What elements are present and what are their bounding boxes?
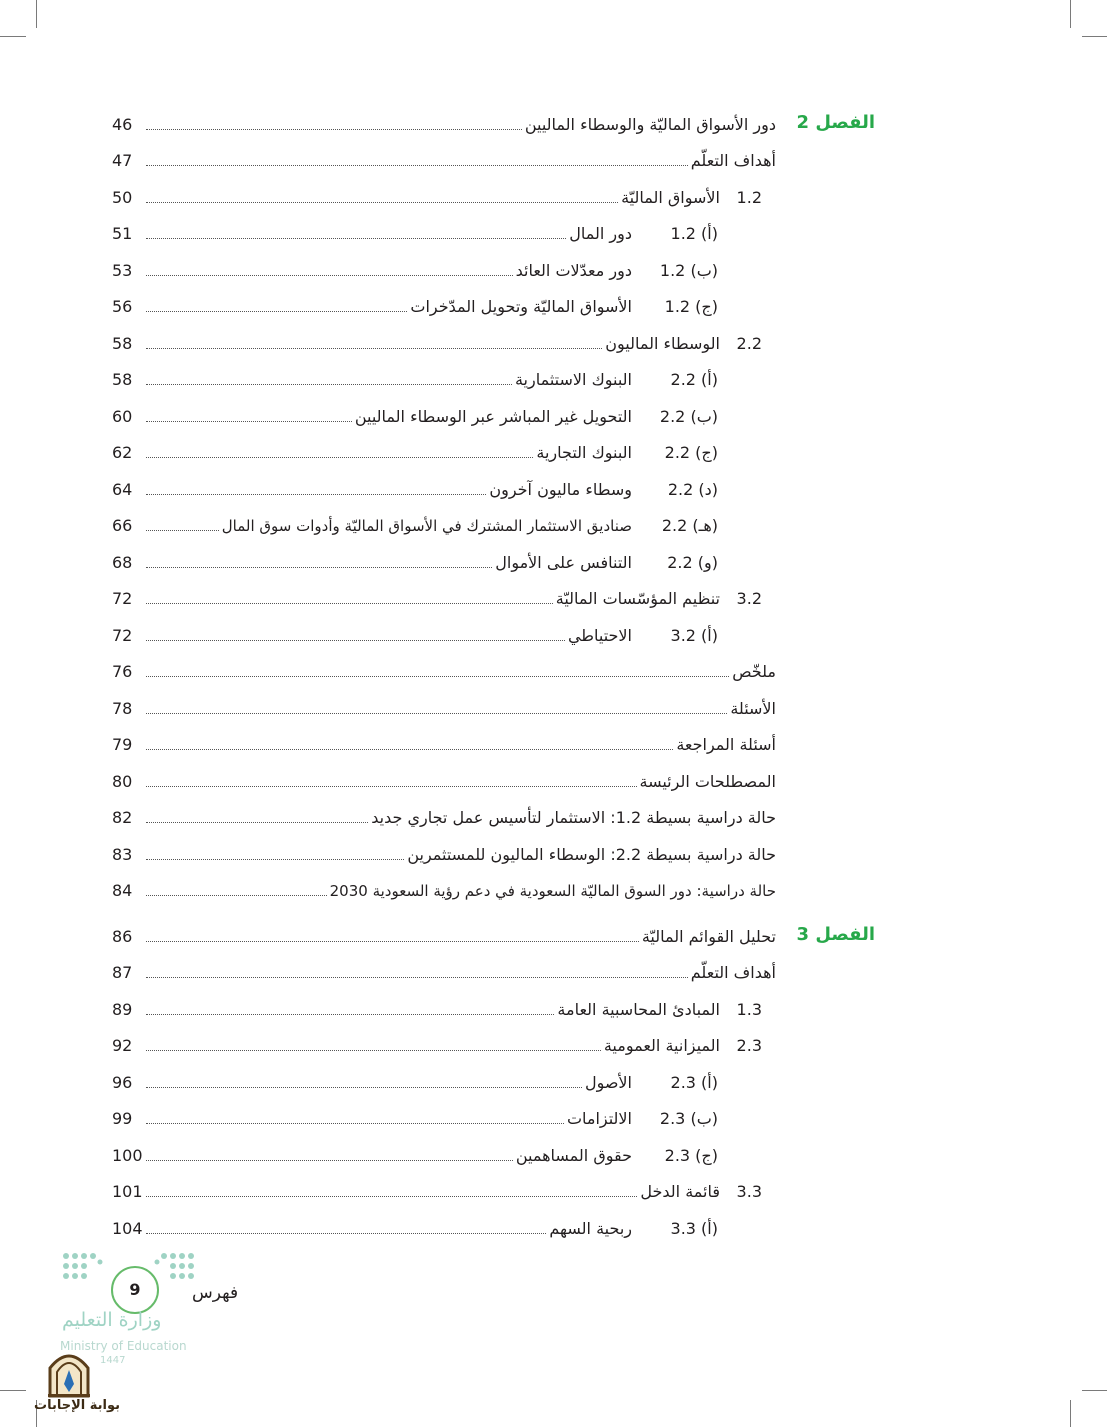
- toc-page: 64: [112, 480, 133, 499]
- toc-title: المصطلحات الرئيسة: [639, 772, 776, 791]
- toc-leader: [146, 165, 688, 166]
- toc-row-ch2-18[interactable]: [112, 730, 776, 756]
- toc-title: دور المال: [569, 224, 632, 243]
- chapter-2-title: الفصل 2: [796, 112, 875, 133]
- toc-row-ch3-8[interactable]: [112, 1177, 762, 1203]
- toc-title: تنظيم المؤسّسات الماليّة: [555, 589, 720, 608]
- toc-page: 78: [112, 699, 133, 718]
- toc-section-number: 3.3 (أ): [670, 1219, 718, 1238]
- toc-page: 96: [112, 1073, 133, 1092]
- toc-row-ch2-13[interactable]: [112, 548, 718, 574]
- toc-row-ch2-15[interactable]: [112, 621, 718, 647]
- toc-row-ch3-2[interactable]: [112, 958, 776, 984]
- crop-mark: [0, 1390, 26, 1391]
- toc-section-number: 3.2: [736, 589, 762, 608]
- toc-leader: [146, 1014, 554, 1015]
- toc-title: أهداف التعلّم: [690, 963, 776, 982]
- toc-page: 84: [112, 881, 133, 900]
- toc-title: الميزانية العمومية: [603, 1036, 720, 1055]
- toc-row-ch2-10[interactable]: [112, 438, 718, 464]
- toc-section-number: 2.2 (ب): [659, 407, 718, 426]
- toc-title: الاحتياطي: [567, 626, 632, 645]
- ministry-name-english: Ministry of Education: [60, 1339, 187, 1353]
- toc-page: 58: [112, 370, 133, 389]
- toc-leader: [146, 1196, 637, 1197]
- toc-title: حالة دراسية بسيطة 2.2: الوسطاء الماليون للمستثمرين: [407, 845, 776, 864]
- toc-row-ch2-9[interactable]: [112, 402, 718, 428]
- toc-title: أهداف التعلّم: [690, 151, 776, 170]
- toc-title: حالة دراسية بسيطة 1.2: الاستثمار لتأسيس عمل تجاري جديد: [371, 808, 776, 827]
- chapter-3-title: الفصل 3: [796, 924, 875, 945]
- toc-page: 62: [112, 443, 133, 462]
- toc-title: المبادئ المحاسبية العامة: [557, 1000, 720, 1019]
- toc-leader: [146, 676, 729, 677]
- toc-page: 89: [112, 1000, 133, 1019]
- toc-leader: [146, 202, 618, 203]
- toc-row-ch2-3[interactable]: [112, 183, 762, 209]
- toc-title: تحليل القوائم الماليّة: [641, 927, 776, 946]
- toc-title: الأصول: [584, 1073, 632, 1092]
- toc-section-number: 1.2 (ب): [659, 261, 718, 280]
- toc-title: الأسواق الماليّة وتحويل المدّخرات: [410, 297, 632, 316]
- toc-row-ch2-20[interactable]: [112, 803, 776, 829]
- toc-page: 80: [112, 772, 133, 791]
- toc-page: 51: [112, 224, 133, 243]
- toc-row-ch2-4[interactable]: [112, 219, 718, 245]
- toc-section-number: 2.2: [736, 334, 762, 353]
- toc-leader: [146, 640, 565, 641]
- toc-leader: [146, 494, 486, 495]
- toc-title: وسطاء ماليون آخرون: [489, 480, 632, 499]
- toc-section-number: 1.3: [736, 1000, 762, 1019]
- toc-row-ch2-12[interactable]: [112, 511, 718, 537]
- toc-row-ch2-21[interactable]: [112, 840, 776, 866]
- toc-title: البنوك التجارية: [536, 443, 632, 462]
- crop-mark: [1070, 0, 1071, 28]
- toc-leader: [146, 1160, 513, 1161]
- toc-section-number: 2.3: [736, 1036, 762, 1055]
- crop-mark: [0, 36, 26, 37]
- toc-section-number: 1.2 (ج): [664, 297, 718, 316]
- toc-leader: [146, 238, 566, 239]
- toc-row-ch3-6[interactable]: [112, 1104, 718, 1130]
- toc-leader: [146, 457, 533, 458]
- toc-row-ch2-1[interactable]: [112, 110, 776, 136]
- answers-gateway-label: بوابة الإجابات: [34, 1398, 120, 1413]
- toc-section-number: 2.2 (د): [667, 480, 718, 499]
- toc-page: 86: [112, 927, 133, 946]
- toc-section-number: 2.2 (هـ): [661, 516, 718, 535]
- toc-leader: [146, 1233, 546, 1234]
- toc-section-number: 2.3 (ب): [659, 1109, 718, 1128]
- toc-leader: [146, 348, 602, 349]
- toc-row-ch2-5[interactable]: [112, 256, 718, 282]
- crop-mark: [1082, 1390, 1107, 1391]
- toc-section-number: 1.2: [736, 188, 762, 207]
- crop-mark: [1070, 1400, 1071, 1427]
- toc-title: التحويل غير المباشر عبر الوسطاء الماليين: [354, 407, 632, 426]
- toc-title: الوسطاء الماليون: [605, 334, 720, 353]
- toc-row-ch3-3[interactable]: [112, 995, 762, 1021]
- toc-page: 68: [112, 553, 133, 572]
- toc-row-ch2-19[interactable]: [112, 767, 776, 793]
- toc-leader: [146, 1123, 564, 1124]
- toc-title: الأسواق الماليّة: [621, 188, 720, 207]
- toc-leader: [146, 749, 673, 750]
- toc-section-number: 2.2 (ج): [664, 443, 718, 462]
- toc-title: ملخّص: [732, 662, 776, 681]
- toc-page: 99: [112, 1109, 133, 1128]
- toc-section-number: 2.2 (و): [667, 553, 718, 572]
- toc-title: الأسئلة: [730, 699, 776, 718]
- toc-leader: [146, 1050, 601, 1051]
- toc-page: 60: [112, 407, 133, 426]
- toc-title: حالة دراسية: دور السوق الماليّة السعودية في دعم رؤية السعودية 2030: [329, 882, 776, 900]
- toc-row-ch2-2[interactable]: [112, 146, 776, 172]
- toc-row-ch2-16[interactable]: [112, 657, 776, 683]
- toc-leader: [146, 895, 327, 896]
- toc-title: صناديق الاستثمار المشترك في الأسواق الماليّة وأدوات سوق المال: [221, 517, 632, 535]
- toc-leader: [146, 567, 492, 568]
- toc-page: 47: [112, 151, 133, 170]
- toc-title: حقوق المساهمين: [515, 1146, 632, 1165]
- toc-row-ch3-1[interactable]: [112, 922, 776, 948]
- toc-title: دور معدّلات العائد: [515, 261, 632, 280]
- toc-row-ch3-7[interactable]: [112, 1141, 718, 1167]
- toc-page: 83: [112, 845, 133, 864]
- toc-title: دور الأسواق الماليّة والوسطاء الماليين: [524, 115, 776, 134]
- toc-page: 50: [112, 188, 133, 207]
- toc-title: التنافس على الأموال: [495, 553, 632, 572]
- toc-row-ch3-4[interactable]: [112, 1031, 762, 1057]
- toc-leader: [146, 941, 639, 942]
- toc-section-number: 1.2 (أ): [670, 224, 718, 243]
- toc-page: 56: [112, 297, 133, 316]
- toc-row-ch3-5[interactable]: [112, 1068, 718, 1094]
- toc-row-ch2-17[interactable]: [112, 694, 776, 720]
- toc-section-number: 2.3 (ج): [664, 1146, 718, 1165]
- toc-leader: [146, 822, 368, 823]
- toc-leader: [146, 530, 219, 531]
- ministry-name-arabic: وزارة التعليم: [62, 1309, 162, 1331]
- toc-row-ch3-9[interactable]: [112, 1214, 718, 1240]
- toc-leader: [146, 421, 352, 422]
- toc-page: 100: [112, 1146, 143, 1165]
- toc-page: 101: [112, 1182, 143, 1201]
- toc-page: 53: [112, 261, 133, 280]
- toc-page: 87: [112, 963, 133, 982]
- ministry-year: 1447: [100, 1355, 126, 1366]
- toc-leader: [146, 603, 553, 604]
- page-number-badge: 9: [111, 1266, 159, 1314]
- toc-row-ch2-22[interactable]: [112, 876, 776, 902]
- toc-section-number: 2.3 (أ): [670, 1073, 718, 1092]
- toc-leader: [146, 1087, 582, 1088]
- toc-leader: [146, 384, 512, 385]
- toc-row-ch2-6[interactable]: [112, 292, 718, 318]
- toc-leader: [146, 129, 522, 130]
- toc-leader: [146, 859, 404, 860]
- toc-page: 46: [112, 115, 133, 134]
- toc-title: الالتزامات: [566, 1109, 632, 1128]
- toc-page: 76: [112, 662, 133, 681]
- toc-page: 104: [112, 1219, 143, 1238]
- toc-leader: [146, 977, 688, 978]
- answers-gateway-logo-icon: [46, 1348, 92, 1398]
- toc-page: 72: [112, 626, 133, 645]
- toc-page: 92: [112, 1036, 133, 1055]
- toc-row-ch2-11[interactable]: [112, 475, 718, 501]
- toc-page: 66: [112, 516, 133, 535]
- toc-row-ch2-7[interactable]: [112, 329, 762, 355]
- crop-mark: [1082, 36, 1107, 37]
- toc-section-number: 3.2 (أ): [670, 626, 718, 645]
- toc-leader: [146, 311, 407, 312]
- toc-page: 58: [112, 334, 133, 353]
- toc-leader: [146, 786, 637, 787]
- toc-page: 82: [112, 808, 133, 827]
- toc-title: البنوك الاستثمارية: [514, 370, 632, 389]
- toc-section-number: 3.3: [736, 1182, 762, 1201]
- toc-title: ربحية السهم: [549, 1219, 632, 1238]
- toc-title: قائمة الدخل: [640, 1182, 720, 1201]
- crop-mark: [36, 0, 37, 28]
- toc-row-ch2-8[interactable]: [112, 365, 718, 391]
- toc-page: 72: [112, 589, 133, 608]
- footer-section-label: فهرس: [192, 1283, 239, 1303]
- toc-page: 79: [112, 735, 133, 754]
- toc-section-number: 2.2 (أ): [670, 370, 718, 389]
- toc-leader: [146, 275, 513, 276]
- toc-title: أسئلة المراجعة: [676, 735, 776, 754]
- toc-leader: [146, 713, 727, 714]
- toc-row-ch2-14[interactable]: [112, 584, 762, 610]
